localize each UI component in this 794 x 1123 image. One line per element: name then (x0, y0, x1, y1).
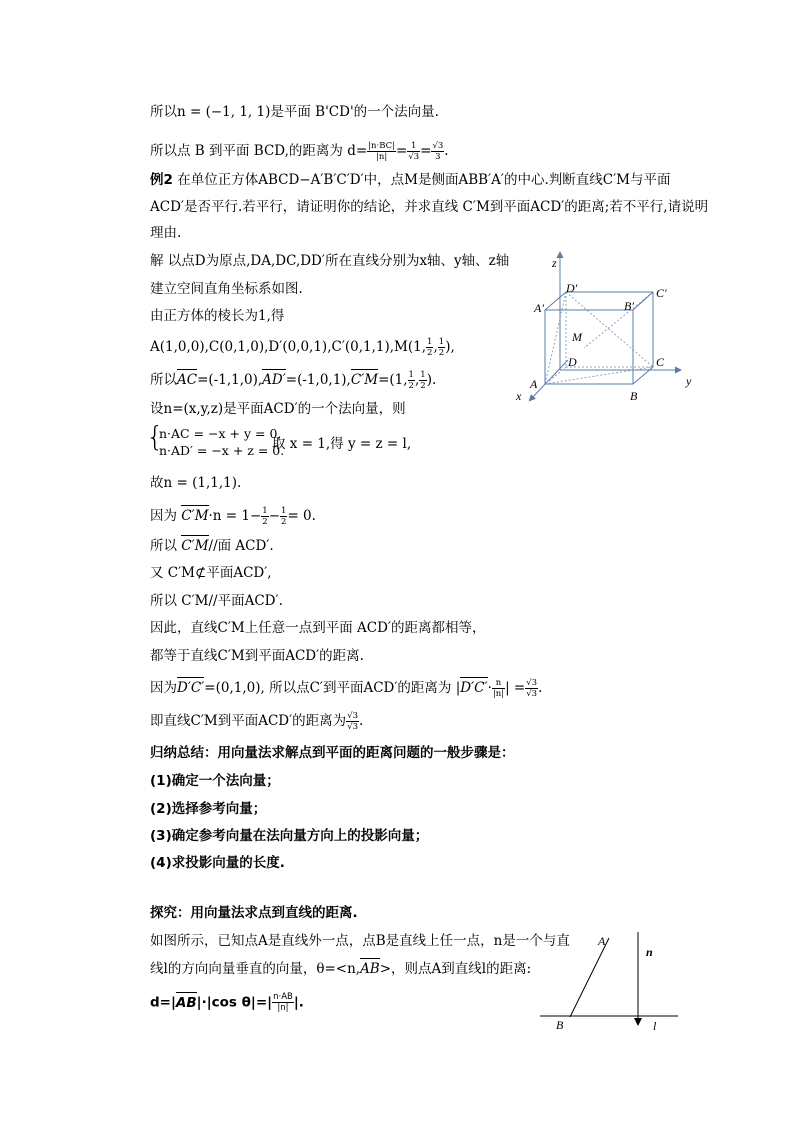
solution-line-1: 解 以点D为原点,DA,DC,DD′所在直线分别为x轴、y轴、z轴 (150, 253, 510, 269)
solution-line-dot: 因为 C′M·n = 1− $\frac{1}{2}$ − $\frac{1}{2}$ = 0. (150, 506, 316, 527)
system-eq-1: n·AC = −x + y = 0, (159, 426, 282, 441)
explore-line-1: 如图所示，已知点A是直线外一点，点B是直线上任一点，n是一个与直 (150, 933, 570, 949)
solution-line-n: 故n = (1,1,1). (150, 475, 242, 491)
fraction: $\frac{1}{2}$ (281, 506, 287, 527)
fraction: $\frac{1}{2}$ (408, 370, 414, 391)
fraction: $\frac{1}{2}$ (420, 370, 426, 391)
label-a: A (530, 377, 538, 391)
example-line-3: 理由. (150, 225, 182, 241)
label-m: M (572, 330, 582, 344)
explore-line-2: 线l的方向向量垂直的向量，θ=<n,AB>，则点A到直线l的距离: (150, 961, 532, 977)
segment-ab (570, 938, 609, 1017)
solution-line-not-subset: 又 C′M⊄平面ACD′, (150, 565, 272, 581)
label-point-a: A (598, 934, 606, 948)
label-x: x (516, 389, 522, 403)
summary-step-2: (2)选择参考向量； (150, 801, 267, 817)
label-line-l: l (653, 1019, 657, 1033)
point-line-figure (530, 926, 680, 1036)
label-b1: B′ (624, 299, 634, 313)
label-a1: A′ (534, 301, 544, 315)
solution-line-distance: 都等于直线C′M到平面ACD′的距离. (150, 648, 364, 664)
summary-step-4: (4)求投影向量的长度. (150, 855, 285, 871)
label-z: z (552, 256, 557, 270)
explore-title: 探究：用向量法求点到直线的距离. (150, 905, 358, 921)
solution-line-coordinates: A(1,0,0),C(0,1,0),D′(0,0,1),C′(0,1,1),M(1, $\frac{1}{2}$ , $\frac{1}{2}$ ), (150, 337, 455, 358)
solution-line-dc-vector: 因为D′C′=(0,1,0), 所以点C′到平面ACD′的距离为 |D′C′· $\frac{n}{|n|}$ | = $\frac{√3}{√3}$ . (150, 678, 543, 699)
label-c1: C′ (656, 286, 667, 300)
system-tail: 取 x = 1,得 y = z = l, (272, 436, 412, 452)
fraction: $\frac{1}{2}$ (438, 337, 445, 358)
solution-line-result: 即直线C′M到平面ACD′的距离为 $\frac{√3}{√3}$ . (150, 711, 364, 732)
cube-figure (508, 248, 708, 408)
label-b: B (630, 389, 638, 403)
fraction: $\frac{√3}{√3}$ (347, 711, 359, 732)
solution-line-equal: 因此，直线C′M上任意一点到平面 ACD′的距离都相等， (150, 620, 486, 636)
summary-step-1: (1)确定一个法向量； (150, 773, 280, 789)
example-line-1: 例2 在单位正方体ABCD−A′B′C′D′中，点M是侧面ABB′A′的中心.判断直线C′M与平面 (150, 172, 671, 188)
label-c: C (656, 355, 665, 369)
example-line-2: ACD′是否平行.若平行，请证明你的结论，并求直线 C′M到平面ACD′的距离;若不平行,请说明 (150, 199, 709, 215)
example-label: 例2 (150, 172, 173, 188)
solution-line-normal: 设n=(x,y,z)是平面ACD′的一个法向量，则 (150, 401, 406, 417)
solution-line-2: 建立空间直角坐标系如图. (150, 281, 303, 297)
system-brace: { (146, 420, 164, 453)
text-line-distance-b: 所以点 B 到平面 BCD,的距离为 d= $\frac{|n\cdot BC|}{|n|}$ = $\frac{1}{√3}$ = $\frac{√3}{3}$ . (150, 141, 449, 162)
explore-formula: d=|AB|·|cos θ|=| $\frac{n\cdot AB}{|n|}$ |. (150, 992, 304, 1013)
label-point-b: B (556, 1018, 564, 1032)
solution-line-parallel: 所以 C′M//平面ACD′. (150, 593, 283, 609)
label-d1: D′ (566, 281, 578, 295)
label-n: n (646, 945, 653, 959)
label-y: y (686, 374, 692, 388)
fraction: $\frac{√3}{3}$ (432, 141, 444, 162)
label-d: D (568, 355, 577, 369)
text-line-normal-vector: 所以n = (−1, 1, 1)是平面 B'CD'的一个法向量. (150, 104, 439, 120)
solution-line-vectors: 所以AC=(-1,1,0),AD′=(-1,0,1),C′M=(1, $\frac{1}{2}$ , $\frac{1}{2}$ ). (150, 370, 437, 391)
solution-line-3: 由正方体的棱长为1,得 (150, 308, 285, 324)
fraction: $\frac{1}{2}$ (262, 506, 268, 527)
fraction: $\frac{1}{√3}$ (408, 141, 420, 162)
summary-step-3: (3)确定参考向量在法向量方向上的投影向量； (150, 828, 429, 844)
fraction: $\frac{n}{|n|}$ (492, 678, 505, 699)
fraction: $\frac{√3}{√3}$ (526, 678, 538, 699)
fraction: $\frac{|n\cdot BC|}{|n|}$ (368, 141, 395, 162)
summary-title: 归纳总结：用向量法求解点到平面的距离问题的一般步骤是： (150, 745, 515, 761)
fraction: $\frac{n\cdot AB}{|n|}$ (273, 992, 293, 1013)
solution-line-parallel-vec: 所以 C′M//面 ACD′. (150, 538, 274, 554)
vector-n-arrowhead (634, 1018, 642, 1026)
system-eq-2: n·AD′ = −x + z = 0. (159, 443, 285, 458)
fraction: $\frac{1}{2}$ (427, 337, 433, 358)
